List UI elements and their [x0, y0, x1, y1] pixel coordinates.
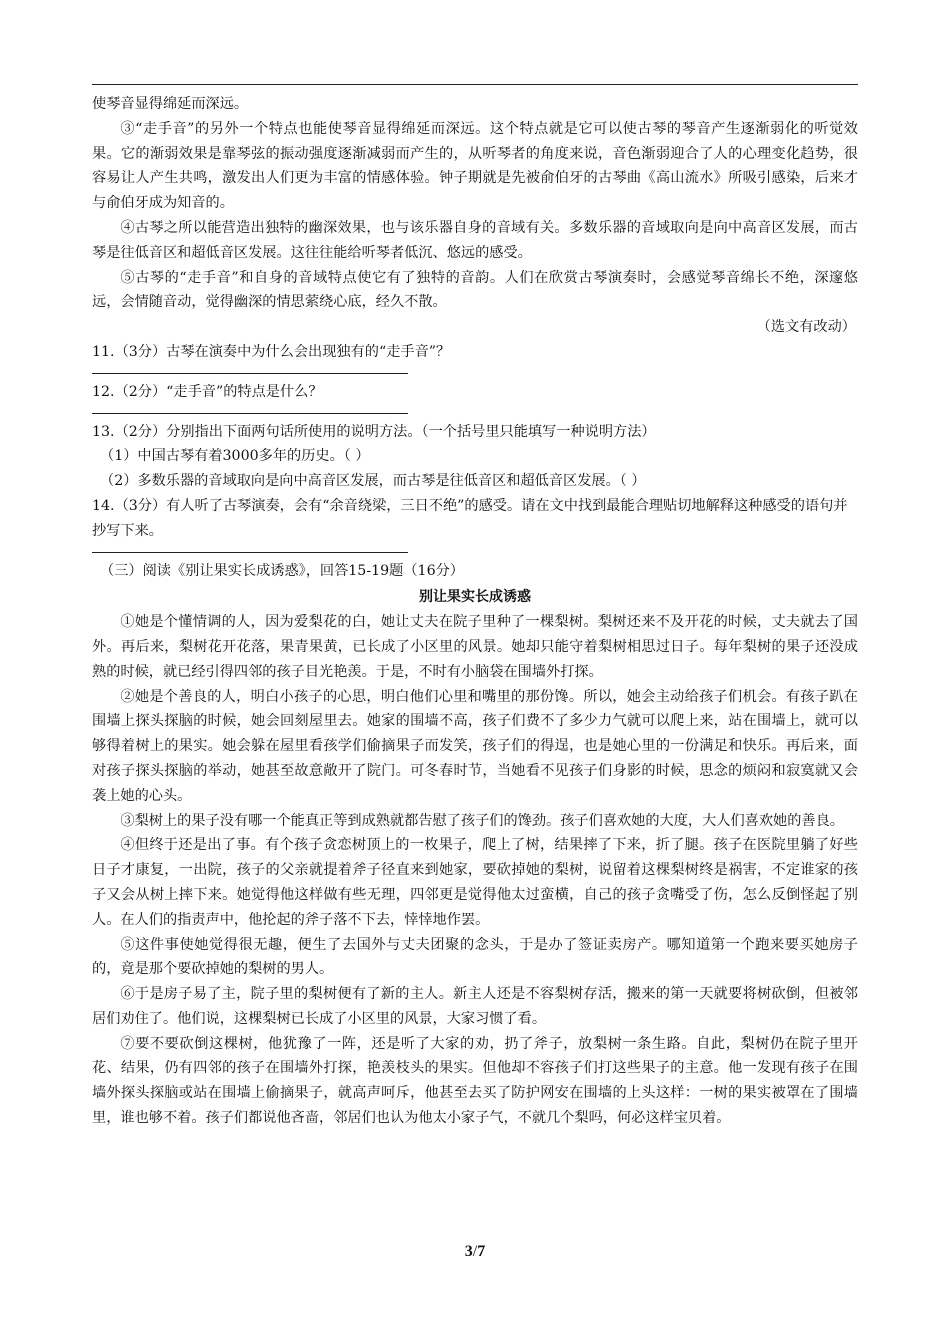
page-separator: /	[472, 1243, 478, 1260]
passage-a-paragraph-5: ⑤古琴的“走手音”和自身的音域特点使它有了独特的音韵。人们在欣赏古琴演奏时，会感觉琴音绵长不绝，深邃悠远，会情随音动，觉得幽深的情思萦绕心底，经久不散。	[92, 269, 858, 311]
passage-a-paragraph-4: ④古琴之所以能营造出独特的幽深效果，也与该乐器自身的音域有关。多数乐器的音域取向是向中高音区发展，而古琴是往低音区和超低音区发展。这往往能给听琴者低沉、悠远的感受。	[92, 219, 858, 261]
story-title: 别让果实长成诱惑	[419, 589, 531, 606]
answer-line-12[interactable]	[92, 413, 408, 414]
header-rule	[92, 84, 858, 85]
question-13-item-2: （2）多数乐器的音域取向是向中高音区发展，而古琴是往低音区和超低音区发展。（ ）	[100, 473, 646, 490]
story-paragraph-5: ⑤这件事使她觉得很无趣，便生了去国外与丈夫团聚的念头，于是办了签证卖房产。哪知道第一个跑来要买她房子的，竟是那个要砍掉她的梨树的男人。	[92, 936, 858, 978]
question-12: 12.（2分）“走手音”的特点是什么？	[92, 383, 323, 400]
story-paragraph-7: ⑦要不要砍倒这棵树，他犹豫了一阵，还是听了大家的劝，扔了斧子，放梨树一条生路。自此，梨树仍在院子里开花、结果，仍有四邻的孩子在围墙外打探，艳羡枝头的果实。但他却不容孩子们打这些果子的主意。他一发现有孩子在围墙外探头探脑或站在围墙上偷摘果子，就高声呵斥，他甚至去买了防护网安在围墙的上头这样：一树的果实被罩在了围墙里，谁也够不着。孩子们都说他吝啬，邻居们也认为他太小家子气，不就几个梨吗，何必这样宝贝着。	[92, 1035, 858, 1127]
page-content	[92, 92, 858, 1131]
story-paragraph-4: ④但终于还是出了事。有个孩子贪恋树顶上的一枚果子，爬上了树，结果摔了下来，折了腿。孩子在医院里躺了好些日子才康复，一出院，孩子的父亲就提着斧子径直来到她家，要砍掉她的梨树，说留着这棵梨树终是祸害，不定谁家的孩子又会从树上摔下来。她觉得他这样做有些无理，四邻更是觉得他太过蛮横，自己的孩子贪嘴受了伤，怎么反倒怪起了别人。在人们的指责声中，他抡起的斧子落不下去，悻悻地作罢。	[92, 837, 858, 928]
story-paragraph-3: ③梨树上的果子没有哪一个能真正等到成熟就都告慰了孩子们的馋劲。孩子们喜欢她的大度，大人们喜欢她的善良。	[120, 812, 844, 829]
answer-line-11[interactable]	[92, 373, 408, 374]
page-current: 3	[464, 1243, 473, 1260]
question-13-item-1: （1）中国古琴有着3000多年的历史。（ ）	[100, 448, 370, 465]
page-number	[0, 1243, 950, 1261]
question-13: 13.（2分）分别指出下面两句话所使用的说明方法。（一个括号里只能填写一种说明方法）	[92, 423, 656, 440]
continued-line: 使琴音显得绵延而深远。	[92, 96, 249, 112]
page-total: 7	[477, 1243, 486, 1260]
section-3-heading: （三）阅读《别让果实长成诱惑》，回答15-19题（16分）	[100, 562, 464, 579]
answer-line-14[interactable]	[92, 552, 408, 553]
story-paragraph-2: ②她是个善良的人，明白小孩子的心思，明白他们心里和嘴里的那份馋。所以，她会主动给孩子们机会。有孩子趴在围墙上探头探脑的时候，她会回刻屋里去。她家的围墙不高，孩子们费不了多少力气就可以爬上来，站在围墙上，就可以够得着树上的果实。她会躲在屋里看孩学们偷摘果子而发笑，孩子们的得逞，也是她心里的一份满足和快乐。再后来，面对孩子探头探脑的举动，她甚至故意敞开了院门。可冬春时节，当她看不见孩子们身影的时候，思念的烦闷和寂寞就又会袭上她的心头。	[92, 688, 858, 804]
question-11: 11.（3分）古琴在演奏中为什么会出现独有的“走手音”？	[92, 343, 451, 360]
story-paragraph-6: ⑥于是房子易了主，院子里的梨树便有了新的主人。新主人还是不容梨树存活，搬来的第一天就要将树砍倒，但被邻居们劝住了。他们说，这棵梨树已长成了小区里的风景，大家习惯了看。	[92, 986, 858, 1027]
story-paragraph-1: ①她是个懂情调的人，因为爱梨花的白，她让丈夫在院子里种了一棵梨树。梨树还来不及开花的时候，丈夫就去了国外。再后来，梨树花开花落，果青果黄，已长成了小区里的风景。她却只能守着梨树相思过日子。每年梨树的果子还没成熟的时候，就已经引得四邻的孩子目光艳羡。于是，不时有小脑袋在围墙外打探。	[92, 614, 858, 680]
passage-a-paragraph-3: ③“走手音”的另外一个特点也能使琴音显得绵延而深远。这个特点就是它可以使古琴的琴音产生逐渐弱化的听觉效果。它的渐弱效果是靠琴弦的振动强度逐渐减弱而产生的，从听琴者的角度来说，音色渐弱迎合了人的心理变化趋势，很容易让人产生共鸣，激发出人们更为丰富的情感体验。钟子期就是先被俞伯牙的古琴曲《高山流水》所吸引感染，后来才与俞伯牙成为知音的。	[92, 120, 858, 212]
question-14: 14.（3分）有人听了古琴演奏，会有“余音绕梁，三日不绝”的感受。请在文中找到最能合理贴切地解释这种感受的语句并抄写下来。	[92, 497, 848, 539]
source-note: （选文有改动）	[756, 319, 856, 336]
